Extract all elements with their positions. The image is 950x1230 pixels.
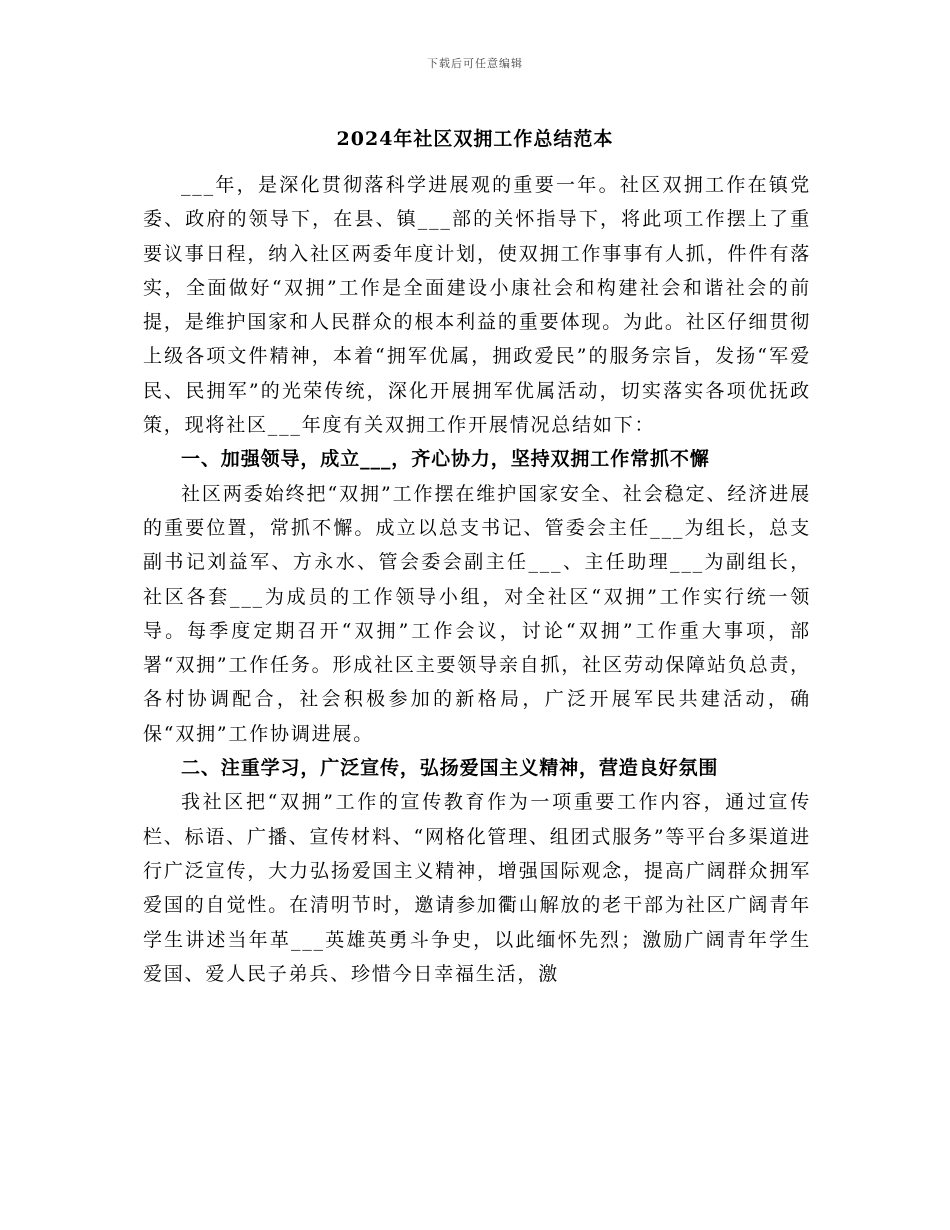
intro-paragraph: ___年，是深化贯彻落科学进展观的重要一年。社区双拥工作在镇党委、政府的领导下，在县、镇___部的关怀指导下，将此项工作摆上了重要议事日程，纳入社区两委年度计划，使双拥工作事事有人抓，件件有落实，全面做好“双拥”工作是全面建设小康社会和构建社会和谐社会的前提，是维护国家和人民群众的根本利益的重要体现。为此。社区仔细贯彻上级各项文件精神，本着“拥军优属，拥政爱民”的服务宗旨，发扬“军爱民、民拥军”的光荣传统，深化开展拥军优属活动，切实落实各项优抚政策，现将社区___年度有关双拥工作开展情况总结如下：: [143, 174, 811, 437]
section-1-heading: 一、加强领导，成立___，齐心协力，坚持双拥工作常抓不懈: [181, 448, 710, 471]
page-header-note: 下载后可任意编辑: [427, 57, 523, 70]
document-body: [143, 168, 811, 991]
section-1-paragraph: 社区两委始终把“双拥”工作摆在维护国家安全、社会稳定、经济进展的重要位置，常抓不懈。成立以总支书记、管委会主任___为组长，总支副书记刘益军、方永水、管会委会副主任___、主任助理___为副组长，社区各套___为成员的工作领导小组，对全社区“双拥”工作实行统一领导。每季度定期召开“双拥”工作会议，讨论“双拥”工作重大事项，部署“双拥”工作任务。形成社区主要领导亲自抓，社区劳动保障站负总责，各村协调配合，社会积极参加的新格局，广泛开展军民共建活动，确保“双拥”工作协调进展。: [143, 482, 811, 745]
section-2-heading: 二、注重学习，广泛宣传，弘扬爱国主义精神，营造良好氛围: [181, 757, 719, 780]
section-2-paragraph: 我社区把“双拥”工作的宣传教育作为一项重要工作内容，通过宣传栏、标语、广播、宣传材料、“网格化管理、组团式服务”等平台多渠道进行广泛宣传，大力弘扬爱国主义精神，增强国际观念，提高广阔群众拥军爱国的自觉性。在清明节时，邀请参加衢山解放的老干部为社区广阔青年学生讲述当年革___英雄英勇斗争史，以此缅怀先烈；激励广阔青年学生爱国、爱人民子弟兵、珍惜今日幸福生活，激: [143, 791, 811, 985]
document-title: 2024年社区双拥工作总结范本: [336, 128, 614, 150]
